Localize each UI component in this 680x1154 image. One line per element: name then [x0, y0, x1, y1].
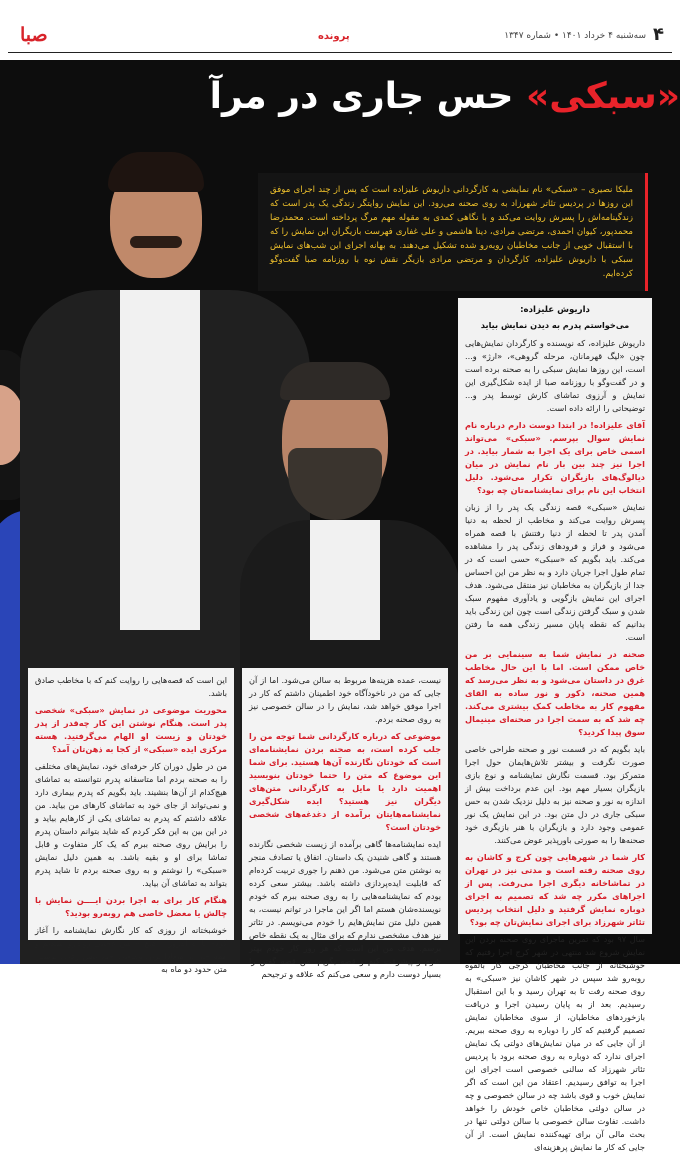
question: هنگام کار برای به اجرا بردن ایــــن نمایش با چالش یا معضل خاصی هم روبه‌رو بودید؟ [35, 895, 227, 918]
question: محوریت موضوعی در نمایش «سبکی» شخصی پدر است. هنگام نوشتن این کار چه‌قدر از پدر خودتان و زیست او الهام می‌گرفتید. هسته مرکزی ایده «سبکی» از کجا به ذهن‌تان آمد؟ [35, 705, 227, 754]
question: آقای علیزاده! در ابتدا دوست دارم درباره نام نمایش سوال بپرسم. «سبکی» می‌تواند اسمی خاص برای یک اجرا به شمار بیاید. در اجرا نیز چند بین بار نام نمایش در میان دیالوگ‌های بازیگران تکرار می‌شود. دلیل انتخاب این نام برای نمایشنامه‌تان چه بود؟ [465, 420, 645, 495]
paragraph: خوشبختانه از روزی که کار نگارش نمایشنامه را آغاز کردم تا به امروز با هیچ چالش عجیبی روبه‌رو نشدیم و همه چیز در متعادل‌ترین وضعیت خود پیش رفت. نوشتن متن حدود دو ماه به [35, 925, 227, 974]
paragraph: ایده نمایشنامه‌ها گاهی برآمده از زیست شخصی نگارنده هستند و گاهی شنیدن یک داستان. اتفاق یا تصادف منجر به نوشتن متن می‌شود. من ذهنم را جوری تربیت کرده‌ام که قابلیت ایده‌پردازی داشته باشد. بیشتر سعی کرده بودم که نمایشنامه‌هایی را به روی صحنه ببرم که خودم نویسنده‌شان هستم اما اگر این ماجرا در توانم نیست، به همین دلیل متن نمایش‌هایم را خودم می‌نویسم. در تئاتر نیز هدف مشخصی ندارم که برای مثال به یک نقطه خاص برسم. هدف من این است که هر روز کار خودم بهتر شوم و پیشرفت کنم و قصه بگویم. من قصه گفتن را بسیار دوست دارم و سعی می‌کنم که علاقه و ترجیحم [249, 839, 441, 979]
column-subheading: می‌خواستم پدرم به دیدن نمایش بیاید [480, 320, 630, 330]
issue-info: سه‌شنبه ۴ خرداد ۱۴۰۱ • شماره ۱۳۴۷ [504, 31, 646, 41]
intro-box: ملیکا نصیری – «سبکی» نام نمایشی به کارگردانی داریوش علیزاده است که پس از چند اجرای موفق این روزها در پردیس تئاتر شهرزاد به روی صحنه می‌رود. این نمایش روایتگر زندگی یک پدر است که زندگینامه‌اش را پسرش روایت می‌کند و با نگاهی کمدی به مقوله مهم مرگ پرداخته است. محمدرضا محمدپور، کیوان احمدی، مرتضی مرادی، دینا هاشمی و علی غفاری فهرست بازیگران این نمایش را که با استقبال خوبی از جانب مخاطبان روبه‌رو شده تشکیل می‌دهند. به بهانه اجرای این شب‌های نمایش سبکی با داریوش علیزاده، کارگردان و مرتضی مرادی بازیگر نقش نوه با روزنامه صبا گفت‌وگو کرده‌ایم. [258, 173, 648, 291]
article-column-right [458, 298, 652, 1152]
header-divider [8, 52, 672, 53]
article-column-middle [242, 668, 448, 979]
paragraph: نمایش «سبکی» قصه زندگی یک پدر را از زبان پسرش روایت می‌کند و مخاطب از لحظه به دنیا آمدن پدر تا لحظه از دنیا رفتنش با قصه همراه می‌شود و فراز و فرودهای زندگی پدر را مشاهده می‌کند. باید بگویم که «سبکی» حسی است که در تمام طول اجرا جریان دارد و به نظر من این احساس جدا از بازیگران به مخاطبان نیز منتقل می‌شود. هدف اجرای این نمایش بازگویی و یادآوری مفهوم سبک شدن و سبک گرفتن زندگی است چون این زندگی باید بدانیم که نقطه پایان مسیر زندگی همه ما رفتن است. [465, 502, 645, 642]
headline-rest: حس جاری در مرآ [209, 76, 527, 117]
section-label: پرونده [318, 31, 350, 42]
article-column-left [28, 668, 234, 974]
publication-logo: صبا [20, 24, 48, 46]
paragraph: باید بگویم که در قسمت نور و صحنه طراحی خاصی صورت نگرفت و بیشتر تلاش‌هایمان حول اجرا متمرکز بود. قسمت نگارش نمایشنامه و نوع بازی بازیگران بسیار مهم بود. این عدم برداخت بیش از اندازه به نور و صحنه نیز به دلیل نزدیک شدن به حس سبکی جاری در دل متن بود. در این نمایش یک نور عمومی وجود دارد و بازیگران با هنر بازیگری خود صحنه‌ها را به صورتی باورپذیر عوض می‌کنند. [465, 744, 645, 845]
paragraph: این است که قصه‌هایی را روایت کنم که با مخاطب صادق باشد. [35, 675, 227, 698]
question: صحنه در نمایش شما به سینمایی بر من خاص ممکن است. اما با این حال مخاطب غرق در داستان می‌شود و به نظر می‌رسد که همین صحنه، دکور و نور ساده به القای مفهوم کار به مخاطب کمک بیشتری می‌کند. چه شد که به سمت اجرا در صحنه‌ای مینیمال سوق پیدا کردید؟ [465, 649, 645, 737]
paragraph: داریوش علیزاده، که نویسنده و کارگردان نمایش‌هایی چون «لیگ قهرمانان، مرحله گروهی»، «ارژ» و... است، این روزها نمایش سبکی را به صحنه برده است و در گفت‌وگو با روزنامه صبا از ایده شکل‌گیری این نمایش و آرزوی تماشای کارش توسط پدر و... توضیحاتی را ارائه داده است. [465, 338, 645, 413]
page-number: ۴ [653, 24, 664, 45]
interviewee-name: داریوش علیزاده: [520, 305, 590, 315]
question: کار شما در شهرهایی چون کرج و کاشان به روی صحنه رفته است و مدتی نیز در تهران در تماشاخانه دیگری اجرا می‌رفت. پس از اجراهای مکرر چه شد که تصمیم به اجرای دوباره نمایش گرفتید و دلیل انتخاب پردیس تئاتر شهرزاد برای اجرای نمایش‌تان چه بود؟ [465, 852, 645, 927]
paragraph: سال ۹۷ بود که تمرین ماجرای روی صحنه بردن این نمایش شروع شد منتهی در شهر کرج اجرا رفتیم که خوشبختانه از جانب مخاطبان کرجی کار بالقوه روبه‌رو شد سپس در شهر کاشان نیز «سبکی» به روی صحنه رفت تا به تهران رسید و با این استقبال رسیدیم. بعد از به پایان رسیدن اجرا و دریافت بازخوردهای مخاطبان، از سوی مخاطبان نمایش تصمیم گرفتیم که کار را دوباره به روی صحنه ببریم. از آن جایی که در میان نمایش‌های دولتی یک نمایش اجرای ندارد که دوباره به روی صحنه برود با پردیس تئاتر شهرزاد که سالنی خصوصی است اجرای این اجرا به توافق رسیدیم. اعتقاد من این است که اگر نمایش خوب و قوی باشد چه در سالن خصوصی و چه در سالن دولتی مخاطبان خاص خودش را خواهد داشت. تفاوت سالن خصوصی با سالن دولتی تنها در بحث مالی آن برای تهیه‌کننده نمایش است. از آن جایی که کار ما نمایش پرهزینه‌ای [465, 934, 646, 1152]
question: موضوعی که درباره کارگردانی شما توجه من را جلب کرده است، به صحنه بردن نمایشنامه‌ای است که خودتان نگارنده آن‌ها هستید. برای شما این موضوع که متن را حتما خودتان بنویسید اهمیت دارد یا مایل به کارگردانی متن‌های دیگران نیز هستید؟ ایده شکل‌گیری نمایشنامه‌هایتان برآمده از دغدغه‌های شخصی خودتان است؟ [249, 731, 441, 832]
page-header [0, 0, 680, 58]
headline-quote: «سبکی» [526, 76, 680, 117]
paragraph: نیست، عمده هزینه‌ها مربوط به سالن می‌شود. اما از آن جایی که من در ناخودآگاه خود اطمینان داشتم که کار در اجرا موفق خواهد شد، نمایش را در سالن خصوصی نیز به روی صحنه بردم. [249, 675, 441, 724]
headline [210, 76, 680, 117]
paragraph: من در طول دوران کار حرفه‌ای خود، نمایش‌های مختلفی را به صحنه بردم اما متاسفانه پدرم نتوانسته به تماشای هیچ‌کدام از آن‌ها بنشیند. باید بگویم که پدرم بیماری دارد و نمی‌تواند از جای خود به تماشای کارهای من بیاید. من علاقه داشتم که پدرم به تماشای یکی از کارهایم بیاید و در این بین به این فکر کردم که شاید بتوانم داستان پدرم را برایش روی صحنه ببرم که یک کار متفاوت و قابل تماشا برای او و بقیه باشد. به همین دلیل نمایش «سبکی» را نوشتم و به روی صحنه بردم تا شاید پدرم بتواند به تماشای آن بیاید. [35, 761, 227, 888]
